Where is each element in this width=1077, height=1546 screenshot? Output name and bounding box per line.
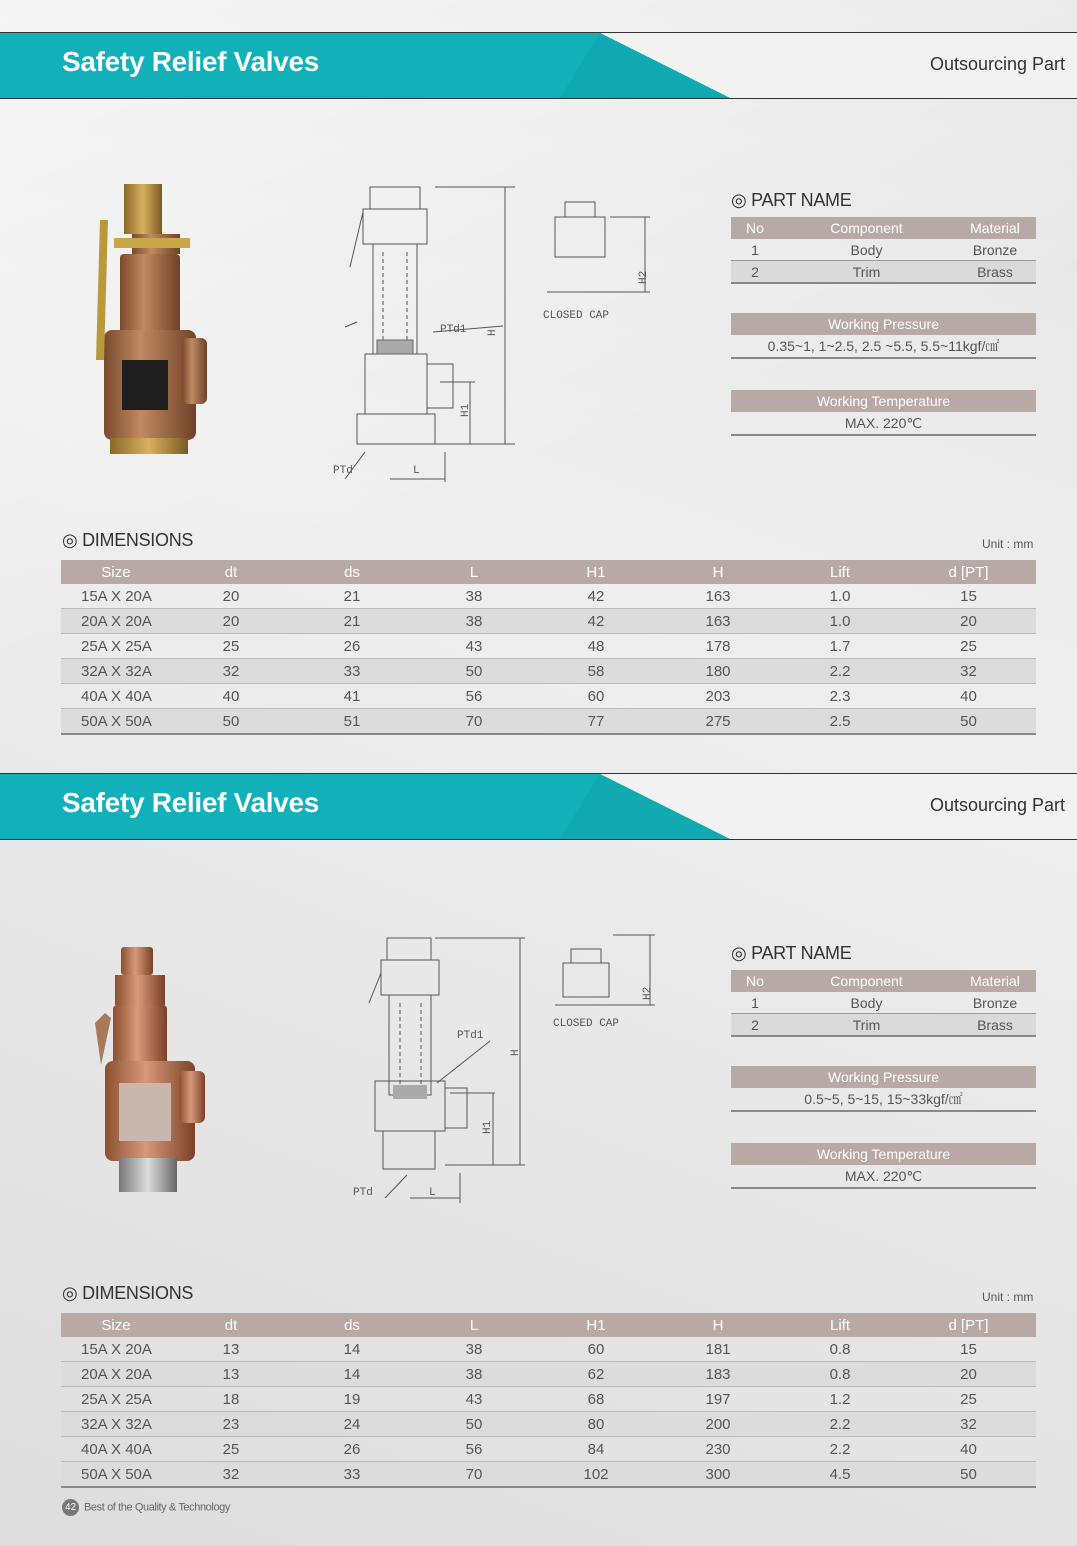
label-h: H xyxy=(510,1049,522,1056)
table-cell: 60 xyxy=(535,684,657,709)
table-cell: 84 xyxy=(535,1437,657,1462)
table-cell: 25 xyxy=(901,634,1036,659)
table-cell: 21 xyxy=(291,584,413,609)
label-l: L xyxy=(413,465,420,477)
table-row xyxy=(61,1337,1036,1362)
working-pressure-label: Working Pressure xyxy=(731,313,1036,335)
table-cell: 15A X 20A xyxy=(61,1337,171,1362)
table-cell: 230 xyxy=(657,1437,779,1462)
table-cell: 180 xyxy=(657,659,779,684)
working-temperature-value: MAX. 220℃ xyxy=(731,1165,1036,1189)
table-row xyxy=(61,584,1036,609)
table-cell: 2.2 xyxy=(779,1412,901,1437)
dim-header: Size xyxy=(61,560,171,584)
table-cell: 50A X 50A xyxy=(61,1462,171,1488)
table-cell: 23 xyxy=(171,1412,291,1437)
table-cell: 41 xyxy=(291,684,413,709)
table-cell: 1.0 xyxy=(779,609,901,634)
table-cell: 26 xyxy=(291,1437,413,1462)
table-cell: 50A X 50A xyxy=(61,709,171,735)
dimensions-title: ◎ DIMENSIONS xyxy=(62,1283,194,1303)
table-cell: 50 xyxy=(413,659,535,684)
dimensions-header-row xyxy=(61,560,1036,584)
table-cell: 43 xyxy=(413,634,535,659)
table-cell: 43 xyxy=(413,1387,535,1412)
table-cell: 300 xyxy=(657,1462,779,1488)
parts-table xyxy=(731,217,1036,284)
table-cell: 60 xyxy=(535,1337,657,1362)
label-ptd1: PTd1 xyxy=(457,1030,484,1042)
valve-technical-drawing xyxy=(345,933,665,1233)
table-cell: 20 xyxy=(901,609,1036,634)
parts-header-no: No xyxy=(731,217,779,239)
dim-header: H1 xyxy=(535,1313,657,1337)
table-cell: 18 xyxy=(171,1387,291,1412)
table-cell: Bronze xyxy=(954,239,1036,261)
section-title: Safety Relief Valves xyxy=(62,787,320,818)
table-cell: 56 xyxy=(413,1437,535,1462)
table-cell: 20 xyxy=(901,1362,1036,1387)
dim-header: Lift xyxy=(779,1313,901,1337)
table-cell: Brass xyxy=(954,1014,1036,1037)
table-cell: 32 xyxy=(901,1412,1036,1437)
label-h1: H1 xyxy=(460,403,472,417)
unit-label: Unit : mm xyxy=(982,537,1034,551)
parts-header-component: Component xyxy=(779,217,954,239)
table-row xyxy=(61,1462,1036,1488)
table-cell: 40A X 40A xyxy=(61,684,171,709)
page-number: 42 xyxy=(62,1499,79,1516)
table-cell: 21 xyxy=(291,609,413,634)
table-cell: 183 xyxy=(657,1362,779,1387)
dimensions-header-row xyxy=(61,1313,1036,1337)
table-cell: 42 xyxy=(535,584,657,609)
table-cell: Trim xyxy=(779,261,954,284)
table-cell: 2.2 xyxy=(779,1437,901,1462)
dimensions-title: ◎ DIMENSIONS xyxy=(62,530,194,550)
dim-header: d [PT] xyxy=(901,560,1036,584)
table-cell: 33 xyxy=(291,659,413,684)
table-cell: 40A X 40A xyxy=(61,1437,171,1462)
table-cell: 50 xyxy=(171,709,291,735)
label-h: H xyxy=(487,329,499,336)
table-cell: Body xyxy=(779,239,954,261)
table-cell: 2 xyxy=(731,1014,779,1037)
dim-header: H xyxy=(657,1313,779,1337)
table-cell: 1 xyxy=(731,992,779,1014)
section-subtitle: Outsourcing Part xyxy=(929,795,1065,815)
table-cell: 32A X 32A xyxy=(61,1412,171,1437)
product-section-1 xyxy=(0,32,1077,772)
valve-technical-drawing xyxy=(325,182,650,482)
part-name-title: ◎ PART NAME xyxy=(731,943,852,963)
table-cell: Body xyxy=(779,992,954,1014)
table-cell: 50 xyxy=(901,1462,1036,1488)
table-cell: 20 xyxy=(171,584,291,609)
table-cell: 62 xyxy=(535,1362,657,1387)
table-cell: 32 xyxy=(171,1462,291,1488)
table-cell: 70 xyxy=(413,1462,535,1488)
table-cell: 2.2 xyxy=(779,659,901,684)
label-ptd1: PTd1 xyxy=(440,324,467,336)
working-pressure-value: 0.35~1, 1~2.5, 2.5 ~5.5, 5.5~11kgf/㎠ xyxy=(731,335,1036,359)
table-cell: 38 xyxy=(413,609,535,634)
table-cell: 32 xyxy=(171,659,291,684)
table-cell: 50 xyxy=(901,709,1036,735)
table-cell: 2 xyxy=(731,261,779,284)
table-cell: 181 xyxy=(657,1337,779,1362)
dim-header: H1 xyxy=(535,560,657,584)
table-cell: 38 xyxy=(413,584,535,609)
table-cell: 20 xyxy=(171,609,291,634)
spec-panel xyxy=(731,190,1036,436)
section-banner xyxy=(0,32,1077,99)
table-cell: 20A X 20A xyxy=(61,609,171,634)
label-l: L xyxy=(429,1187,436,1199)
working-pressure-label: Working Pressure xyxy=(731,1066,1036,1088)
table-cell: Bronze xyxy=(954,992,1036,1014)
table-cell: 48 xyxy=(535,634,657,659)
table-cell: 26 xyxy=(291,634,413,659)
working-temperature-value: MAX. 220℃ xyxy=(731,412,1036,436)
dim-header: dt xyxy=(171,560,291,584)
label-closed-cap: CLOSED CAP xyxy=(543,310,610,322)
table-row xyxy=(731,992,1036,1014)
table-row xyxy=(61,1412,1036,1437)
dim-body xyxy=(61,1337,1036,1487)
table-cell: 13 xyxy=(171,1362,291,1387)
working-temperature-box xyxy=(731,390,1036,436)
dimensions-table xyxy=(61,560,1036,735)
table-cell: Brass xyxy=(954,261,1036,284)
table-cell: 24 xyxy=(291,1412,413,1437)
table-cell: 25A X 25A xyxy=(61,634,171,659)
table-cell: 0.8 xyxy=(779,1337,901,1362)
table-cell: 275 xyxy=(657,709,779,735)
valve-photo xyxy=(95,943,210,1198)
dim-header: Size xyxy=(61,1313,171,1337)
table-row xyxy=(61,1437,1036,1462)
working-temperature-box xyxy=(731,1143,1036,1189)
dim-header: Lift xyxy=(779,560,901,584)
table-cell: 40 xyxy=(901,684,1036,709)
table-cell: 4.5 xyxy=(779,1462,901,1488)
dim-header: ds xyxy=(291,560,413,584)
table-cell: 1 xyxy=(731,239,779,261)
table-cell: 15 xyxy=(901,1337,1036,1362)
parts-header-material: Material xyxy=(954,970,1036,992)
product-section-2 xyxy=(0,773,1077,1513)
table-cell: 0.8 xyxy=(779,1362,901,1387)
table-cell: 1.2 xyxy=(779,1387,901,1412)
table-cell: 38 xyxy=(413,1337,535,1362)
table-cell: 50 xyxy=(413,1412,535,1437)
unit-label: Unit : mm xyxy=(982,1290,1034,1304)
table-cell: 51 xyxy=(291,709,413,735)
table-row xyxy=(61,1387,1036,1412)
dim-header: ds xyxy=(291,1313,413,1337)
table-cell: 2.5 xyxy=(779,709,901,735)
table-row xyxy=(61,709,1036,735)
table-cell: 80 xyxy=(535,1412,657,1437)
table-cell: 2.3 xyxy=(779,684,901,709)
table-cell: 25A X 25A xyxy=(61,1387,171,1412)
working-pressure-value: 0.5~5, 5~15, 15~33kgf/㎠ xyxy=(731,1088,1036,1112)
table-cell: 38 xyxy=(413,1362,535,1387)
table-cell: 163 xyxy=(657,584,779,609)
dim-header: d [PT] xyxy=(901,1313,1036,1337)
label-ptd: PTd xyxy=(333,465,353,477)
label-h2: H2 xyxy=(638,270,650,284)
table-cell: 197 xyxy=(657,1387,779,1412)
table-cell: 1.0 xyxy=(779,584,901,609)
dim-header: L xyxy=(413,560,535,584)
section-banner xyxy=(0,773,1077,840)
parts-header-component: Component xyxy=(779,970,954,992)
section-subtitle: Outsourcing Part xyxy=(929,54,1065,74)
footer-text: Best of the Quality & Technology xyxy=(84,1501,230,1514)
section-title: Safety Relief Valves xyxy=(62,46,320,77)
parts-header-material: Material xyxy=(954,217,1036,239)
dim-header: H xyxy=(657,560,779,584)
label-closed-cap: CLOSED CAP xyxy=(553,1018,620,1030)
dim-body xyxy=(61,584,1036,734)
table-row xyxy=(61,609,1036,634)
table-cell: 32 xyxy=(901,659,1036,684)
spec-panel xyxy=(731,943,1036,1189)
table-row xyxy=(731,261,1036,284)
table-cell: 25 xyxy=(171,634,291,659)
table-row xyxy=(731,1014,1036,1037)
table-cell: 32A X 32A xyxy=(61,659,171,684)
table-cell: 102 xyxy=(535,1462,657,1488)
table-row xyxy=(61,659,1036,684)
table-cell: 203 xyxy=(657,684,779,709)
table-cell: 14 xyxy=(291,1362,413,1387)
table-cell: 178 xyxy=(657,634,779,659)
page-footer xyxy=(62,1499,230,1516)
working-pressure-box xyxy=(731,1066,1036,1112)
table-cell: 58 xyxy=(535,659,657,684)
parts-table xyxy=(731,970,1036,1037)
working-pressure-box xyxy=(731,313,1036,359)
table-row xyxy=(61,634,1036,659)
table-cell: 25 xyxy=(171,1437,291,1462)
table-cell: 40 xyxy=(901,1437,1036,1462)
table-cell: 163 xyxy=(657,609,779,634)
table-cell: 15 xyxy=(901,584,1036,609)
label-h1: H1 xyxy=(482,1120,494,1134)
table-cell: 25 xyxy=(901,1387,1036,1412)
table-cell: 1.7 xyxy=(779,634,901,659)
table-row xyxy=(61,684,1036,709)
dim-header: L xyxy=(413,1313,535,1337)
working-temperature-label: Working Temperature xyxy=(731,390,1036,412)
table-cell: Trim xyxy=(779,1014,954,1037)
dim-header: dt xyxy=(171,1313,291,1337)
part-name-title: ◎ PART NAME xyxy=(731,190,852,210)
working-temperature-label: Working Temperature xyxy=(731,1143,1036,1165)
table-cell: 42 xyxy=(535,609,657,634)
table-row xyxy=(61,1362,1036,1387)
table-cell: 68 xyxy=(535,1387,657,1412)
table-cell: 200 xyxy=(657,1412,779,1437)
table-cell: 77 xyxy=(535,709,657,735)
table-cell: 19 xyxy=(291,1387,413,1412)
valve-photo xyxy=(92,180,207,455)
table-row xyxy=(731,239,1036,261)
label-ptd: PTd xyxy=(353,1187,373,1199)
table-cell: 56 xyxy=(413,684,535,709)
table-cell: 70 xyxy=(413,709,535,735)
table-cell: 14 xyxy=(291,1337,413,1362)
dimensions-table xyxy=(61,1313,1036,1488)
table-cell: 15A X 20A xyxy=(61,584,171,609)
parts-header-no: No xyxy=(731,970,779,992)
table-cell: 13 xyxy=(171,1337,291,1362)
table-cell: 40 xyxy=(171,684,291,709)
label-h2: H2 xyxy=(642,986,654,1000)
table-cell: 20A X 20A xyxy=(61,1362,171,1387)
table-cell: 33 xyxy=(291,1462,413,1488)
